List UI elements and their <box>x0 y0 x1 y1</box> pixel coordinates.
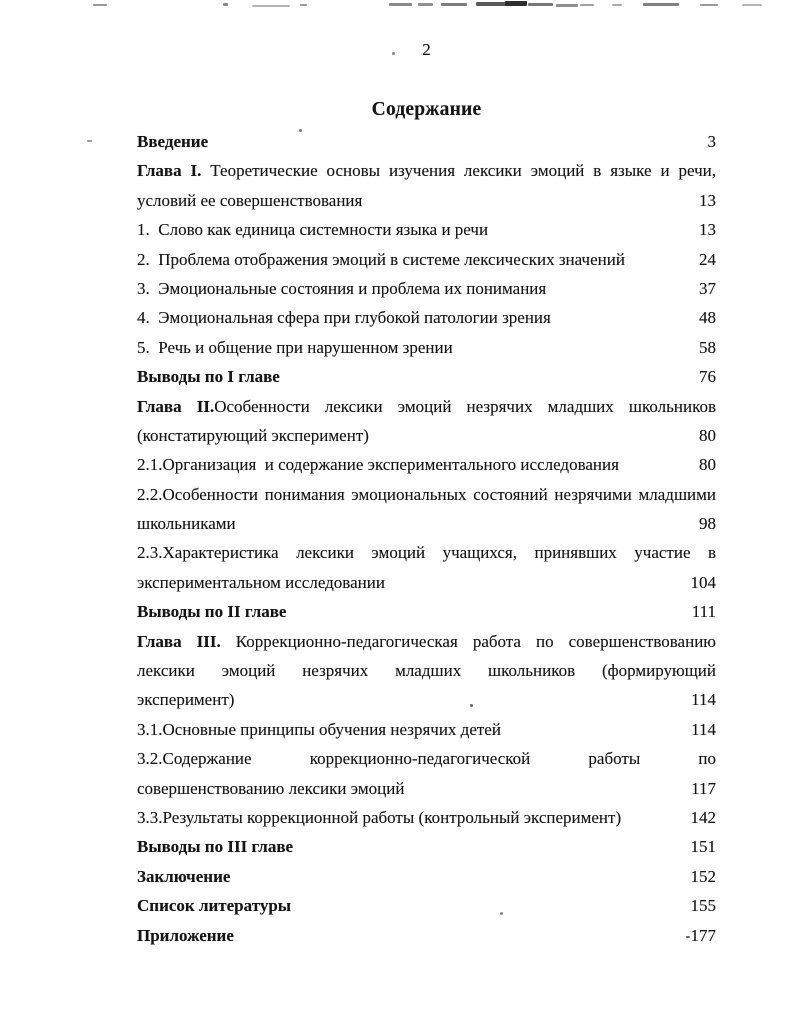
toc-row <box>137 891 716 920</box>
toc-entry-page: 76 <box>699 367 716 387</box>
scan-artifact <box>505 1 527 6</box>
toc-row <box>137 715 716 744</box>
toc-entry-text <box>137 362 689 391</box>
toc-row <box>137 156 716 185</box>
toc-row <box>137 186 716 215</box>
toc-entry-page: 80 <box>699 425 716 445</box>
toc-entry-text <box>137 568 681 597</box>
scan-artifact <box>87 140 92 142</box>
toc-entry-page: 3 <box>707 132 716 151</box>
toc-entry-text <box>137 832 681 861</box>
toc-entry-page: 13 <box>699 190 716 210</box>
toc-row <box>137 333 716 362</box>
toc-entry-text <box>137 333 689 362</box>
scan-artifact <box>700 4 718 6</box>
toc-entry-page: 58 <box>699 337 716 357</box>
toc-entry-page: 177 <box>690 925 716 945</box>
toc-entry-page: 37 <box>699 278 716 298</box>
toc-entry-title: Коррекционно-педагогическая работа по совершенствованию <box>220 631 716 651</box>
toc-entry-page: 13 <box>699 220 716 240</box>
scan-artifact <box>742 4 762 6</box>
toc-entry-page: 104 <box>690 572 716 592</box>
toc-entry-title: (констатирующий эксперимент) <box>137 425 369 445</box>
scan-artifact <box>223 3 228 6</box>
toc-entry-title: 2.1.Организация и содержание экспериментального исследования <box>137 455 619 475</box>
toc-entry-title: 4. Эмоциональная сфера при глубокой патологии зрения <box>137 308 551 328</box>
toc-entry-title: Особенности лексики эмоций незрячих младших школьников <box>214 396 716 416</box>
toc-entry-text <box>137 156 716 185</box>
toc-entry-text <box>137 656 716 685</box>
scan-artifact <box>93 4 107 6</box>
toc-row <box>137 480 716 509</box>
toc-entry-title: 3.3.Результаты коррекционной работы (контрольный эксперимент) <box>137 807 622 827</box>
toc-row <box>137 392 716 421</box>
toc-entry-bold-prefix: Выводы по I главе <box>137 367 280 387</box>
toc-row <box>137 450 716 479</box>
scan-artifact <box>612 4 622 6</box>
toc-entry-text <box>137 685 681 714</box>
toc-row <box>137 862 716 891</box>
toc-row <box>137 245 716 274</box>
toc-entry-text <box>137 597 682 626</box>
toc-entry-title: 3.2.Содержание коррекционно-педагогической работы по <box>137 749 716 769</box>
toc-row <box>137 685 716 714</box>
toc-entry-page: 152 <box>690 866 716 886</box>
toc-row <box>137 509 716 538</box>
toc-entry-page: 24 <box>699 249 716 269</box>
toc-entry-page: 114 <box>691 719 716 739</box>
toc-entry-text <box>137 744 716 773</box>
page-title: Содержание <box>371 99 482 120</box>
toc-row <box>137 803 716 832</box>
toc-entry-text <box>137 274 689 303</box>
toc-entry-text <box>137 421 689 450</box>
toc-row <box>137 656 716 685</box>
toc-row <box>137 303 716 332</box>
toc-entry-title: 5. Речь и общение при нарушенном зрении <box>137 337 453 357</box>
scan-artifact <box>418 3 433 6</box>
toc-entry-text <box>137 480 716 509</box>
toc-entry-text <box>137 215 689 244</box>
toc-entry-page: 48 <box>699 308 716 328</box>
toc-entry-bold-prefix: Глава I. <box>137 161 202 181</box>
scan-artifact <box>300 4 307 6</box>
scan-artifact <box>528 3 553 6</box>
toc-entry-title: Теоретические основы изучения лексики эмоций в языке и речи, <box>201 161 716 181</box>
toc-entry-text <box>137 392 716 421</box>
toc-entry-text <box>137 509 689 538</box>
toc-entry-page: 155 <box>690 896 716 916</box>
toc-entry-text <box>137 450 689 479</box>
toc-entry-bold-prefix: Введение <box>137 132 209 151</box>
toc-entry-page: 142 <box>690 807 716 827</box>
table-of-contents <box>137 127 716 950</box>
toc-row <box>137 215 716 244</box>
toc-entry-bold-prefix: Выводы по III главе <box>137 837 294 857</box>
scan-artifact <box>389 3 412 6</box>
toc-entry-title: совершенствованию лексики эмоций <box>137 778 405 798</box>
toc-entry-text <box>137 538 716 567</box>
toc-entry-page: 80 <box>699 455 716 475</box>
toc-entry-page: 98 <box>699 514 716 534</box>
toc-entry-text <box>137 921 681 950</box>
toc-entry-text <box>137 715 681 744</box>
toc-entry-text <box>137 803 681 832</box>
toc-entry-title: 2. Проблема отображения эмоций в системе лексических значений <box>137 249 625 269</box>
toc-entry-title: 2.3.Характеристика лексики эмоций учащихся, принявших участие в <box>137 543 716 563</box>
toc-entry-text <box>137 245 689 274</box>
toc-row <box>137 568 716 597</box>
toc-row <box>137 538 716 567</box>
toc-entry-title: 1. Слово как единица системности языка и речи <box>137 220 489 240</box>
toc-entry-title: 3. Эмоциональные состояния и проблема их понимания <box>137 278 547 298</box>
toc-entry-title: экспериментальном исследовании <box>137 572 385 592</box>
scan-artifact <box>643 3 679 6</box>
toc-entry-bold-prefix: Список литературы <box>137 896 292 916</box>
scan-artifact <box>252 5 290 7</box>
scan-artifact <box>580 4 594 6</box>
toc-entry-title: лексики эмоций незрячих младших школьников (формирующий <box>137 661 716 681</box>
toc-row <box>137 627 716 656</box>
toc-entry-title: школьниками <box>137 514 236 534</box>
toc-entry-page: 117 <box>691 778 716 798</box>
toc-row <box>137 832 716 861</box>
toc-row <box>137 921 716 950</box>
toc-entry-page: 114 <box>691 690 716 710</box>
toc-row <box>137 127 716 156</box>
toc-entry-bold-prefix: Выводы по II главе <box>137 602 287 622</box>
toc-entry-title: 3.1.Основные принципы обучения незрячих детей <box>137 719 501 739</box>
toc-row <box>137 597 716 626</box>
toc-entry-text <box>137 862 681 891</box>
page-number: 2 <box>422 40 431 59</box>
toc-entry-text <box>137 891 681 920</box>
toc-entry-text <box>137 127 698 156</box>
toc-row <box>137 274 716 303</box>
toc-entry-title: условий ее совершенствования <box>137 190 363 210</box>
scan-artifact <box>441 3 467 6</box>
toc-row <box>137 744 716 773</box>
toc-entry-text <box>137 186 689 215</box>
toc-entry-bold-prefix: Заключение <box>137 866 231 886</box>
toc-entry-bold-prefix: Глава II. <box>137 396 215 416</box>
scan-artifact <box>556 4 578 7</box>
toc-row <box>137 774 716 803</box>
toc-entry-text <box>137 627 716 656</box>
toc-row <box>137 421 716 450</box>
toc-row <box>137 362 716 391</box>
toc-entry-bold-prefix: Приложение <box>137 925 234 945</box>
toc-entry-title: 2.2.Особенности понимания эмоциональных состояний незрячими младшими <box>137 484 716 504</box>
toc-entry-bold-prefix: Глава III. <box>137 631 221 651</box>
toc-entry-page: 151 <box>690 837 716 857</box>
toc-entry-page: 111 <box>691 602 716 622</box>
toc-entry-text <box>137 303 689 332</box>
toc-entry-title: эксперимент) <box>137 690 235 710</box>
toc-entry-text <box>137 774 681 803</box>
